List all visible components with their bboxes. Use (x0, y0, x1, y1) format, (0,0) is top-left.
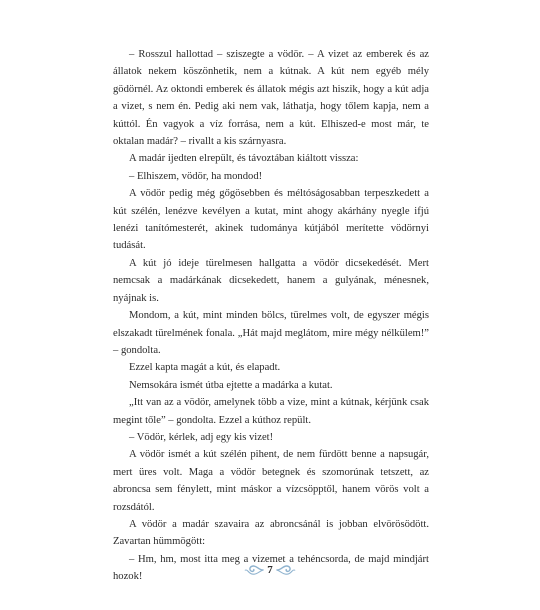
swirl-ornament-right-icon (276, 563, 296, 577)
swirl-ornament-left-icon (244, 563, 264, 577)
paragraph-8: Nemsokára ismét útba ejtette a madárka a kutat. (129, 379, 333, 391)
paragraph-11: A vödör ismét a kút szélén pihent, de nem fürdött benne a napsugár, mert üres volt. Maga a vödör betegnek és szomorúnak tetszett, az abroncsa sem fénylett, mint máskor a vízcsöpptől, hanem vörös volt a rozsdától. (113, 449, 429, 513)
paragraph-6: Mondom, a kút, mint minden bölcs, türelmes volt, de egyszer mégis elszakadt türelmének fonala. „Hát majd meglátom, mire mégy nélkülem!” – gondolta. (113, 310, 429, 356)
page-number: 7 (267, 564, 273, 576)
paragraph-1: – Rosszul hallottad – sziszegte a vödör. – A vizet az emberek és az állatok nekem köszönhetik, nem a kútnak. A kút nem egyéb mély gödörnél. Az oktondi emberek és állatok mégis azt hiszik, hogy a kút adja a vizet, s nem én. Pedig aki nem vak, láthatja, hogy tőlem kapja, nem a kúttól. Én vagyok a víz forrása, nem a kút. Elhiszed-e most már, te oktalan madár? – rivallt a kis szárnyasra. (113, 49, 429, 148)
paragraph-12: A vödör a madár szavaira az abroncsánál is jobban elvörösödött. Zavartan hümmögött: (113, 518, 429, 548)
paragraph-13: – Hm, hm, most itta meg a vizemet a tehéncsorda, de majd mindjárt hozok! (113, 553, 429, 583)
paragraph-7: Ezzel kapta magát a kút, és elapadt. (129, 362, 281, 374)
paragraph-10: – Vödör, kérlek, adj egy kis vizet! (129, 431, 274, 443)
paragraph-5: A kút jó ideje türelmesen hallgatta a vödör dicsekedését. Mert nemcsak a madárkának dicsekedett, hanem a gulyának, ménesnek, nyájnak is. (113, 257, 429, 304)
paragraph-3: – Elhiszem, vödör, ha mondod! (129, 170, 263, 182)
paragraph-4: A vödör pedig még gőgösebben és méltóságosabban terpeszkedett a kút szélén, lenézve kevélyen a kutat, mint ahogy akárhány nyegle ifjú lenézi tanítómesterét, akinek tudománya kútjából merítette vödörnyi tudását. (113, 188, 429, 252)
body-text (113, 46, 429, 586)
paragraph-9: „Itt van az a vödör, amelynek több a vize, mint a kútnak, kérjünk csak megint tőle” – gondolta. Ezzel a kúthoz repült. (113, 397, 429, 426)
page-footer (0, 560, 540, 580)
paragraph-2: A madár ijedten elrepült, és távoztában kiáltott vissza: (129, 153, 359, 165)
